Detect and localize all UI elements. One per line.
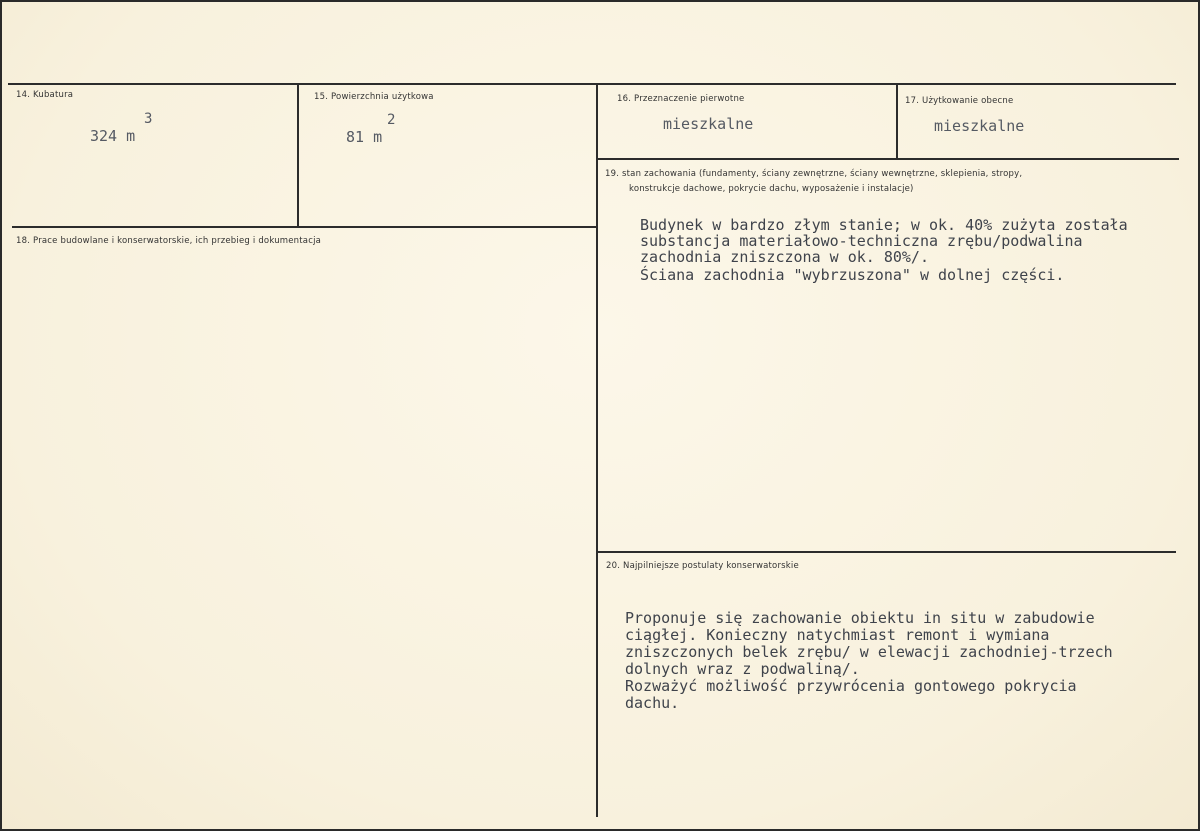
postulaty-text-line: ciągłej. Konieczny natychmiast remont i wymiana	[625, 626, 1050, 644]
stan-text-line: Ściana zachodnia "wybrzuszona" w dolnej części.	[640, 266, 1065, 284]
postulaty-text-line: Proponuje się zachowanie obiektu in situ w zabudowie	[625, 609, 1095, 627]
divider-16-17	[896, 84, 898, 158]
postulaty-text-line: dolnych wraz z podwaliną/.	[625, 660, 860, 678]
postulaty-label: 20. Najpilniejsze postulaty konserwatorskie	[606, 561, 799, 571]
kubatura-label: 14. Kubatura	[16, 90, 74, 100]
stan-label-line2: konstrukcje dachowe, pokrycie dachu, wyposażenie i instalacje)	[629, 184, 914, 194]
uzytkowanie-value: mieszkalne	[934, 117, 1025, 135]
postulaty-text-line: Rozważyć możliwość przywrócenia gontowego pokrycia	[625, 677, 1077, 695]
kubatura-value: 324 m	[90, 127, 136, 145]
powierzchnia-exponent: 2	[387, 112, 396, 128]
stan-text-line: zachodnia zniszczona w ok. 80%/.	[640, 248, 929, 266]
powierzchnia-value: 81 m	[346, 128, 383, 146]
top-rule	[8, 83, 1176, 85]
divider-main	[596, 84, 598, 817]
postulaty-text-line: zniszczonych belek zrębu/ w elewacji zachodniej-trzech	[625, 643, 1113, 661]
prace-label: 18. Prace budowlane i konserwatorskie, ich przebieg i dokumentacja	[16, 236, 322, 246]
przeznaczenie-label: 16. Przeznaczenie pierwotne	[617, 94, 745, 104]
stan-text-line: Budynek w bardzo złym stanie; w ok. 40% zużyta została	[640, 216, 1128, 234]
stan-text-line: substancja materiałowo-techniczna zrębu/podwalina	[640, 232, 1083, 250]
stan-label-line1: 19. stan zachowania (fundamenty, ściany zewnętrzne, ściany wewnętrzne, sklepienia, stropy,	[605, 169, 1023, 179]
uzytkowanie-label: 17. Użytkowanie obecne	[905, 96, 1014, 106]
divider-14-15	[297, 84, 299, 226]
rule-right-top	[597, 158, 1179, 160]
postulaty-text-line: dachu.	[625, 694, 680, 712]
powierzchnia-label: 15. Powierzchnia użytkowa	[314, 92, 434, 102]
rule-left-mid	[12, 226, 598, 228]
rule-right-mid	[597, 551, 1176, 553]
przeznaczenie-value: mieszkalne	[663, 115, 754, 133]
kubatura-exponent: 3	[144, 111, 153, 127]
